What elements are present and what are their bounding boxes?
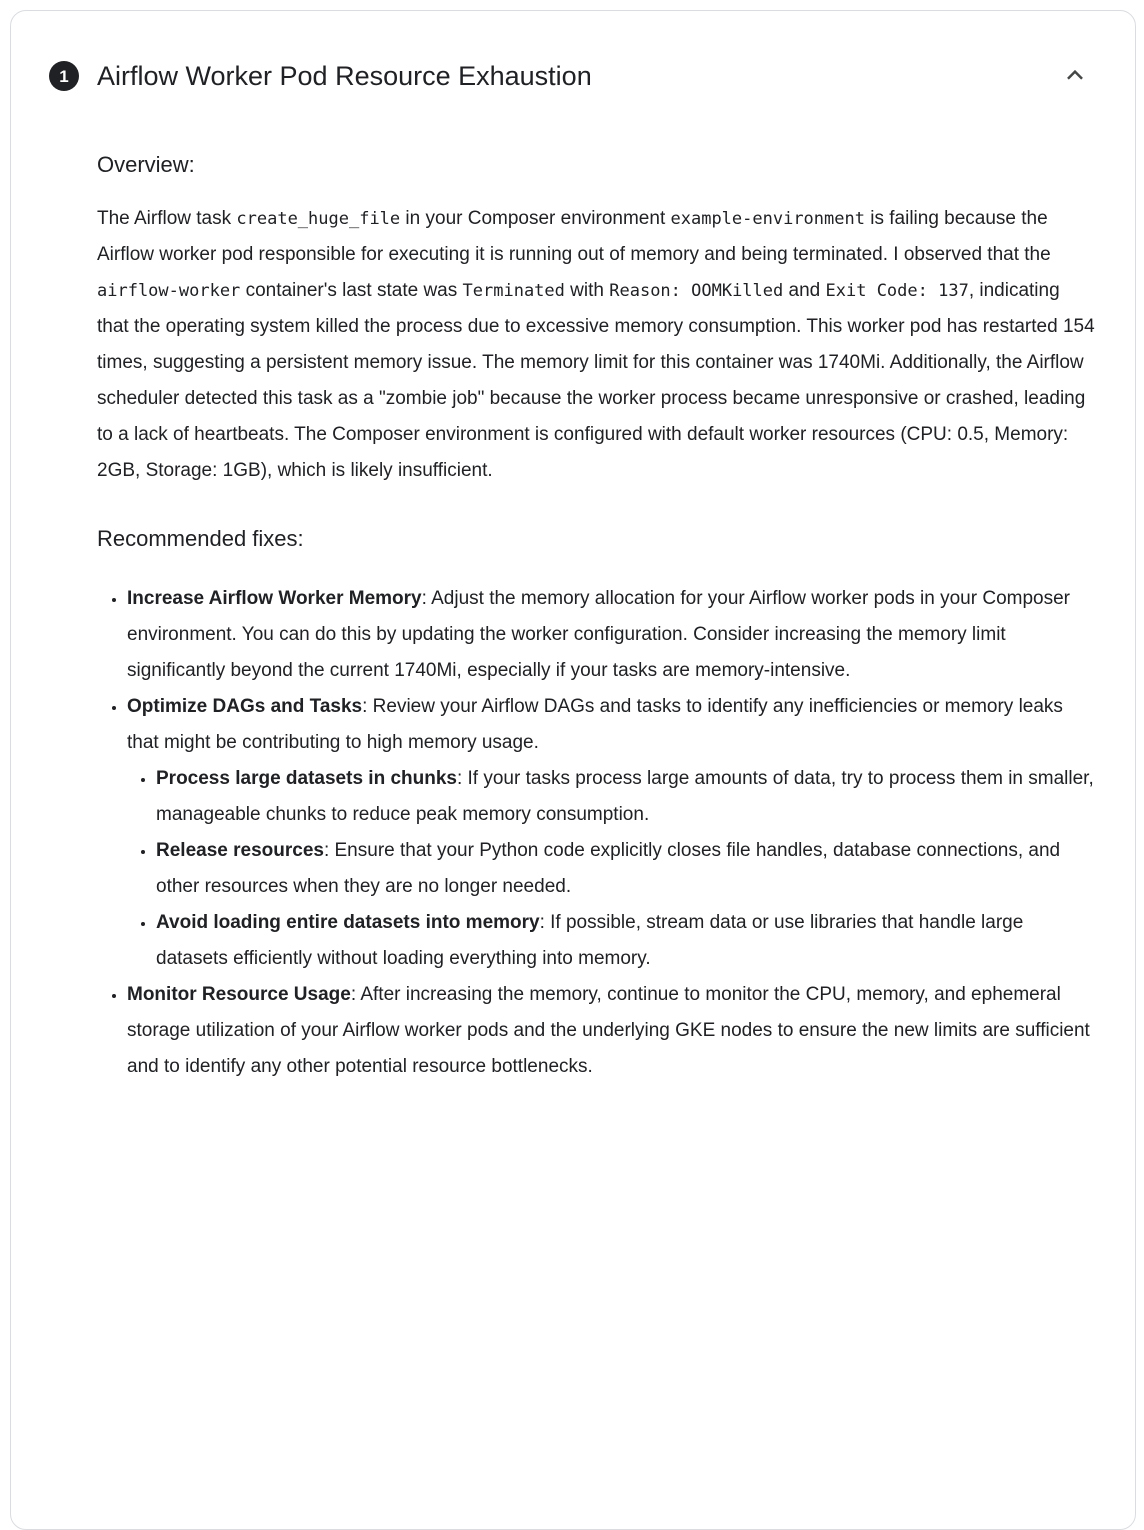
fix-item <box>127 689 1095 977</box>
issue-number-badge: 1 <box>49 61 79 91</box>
fix-item-label: Increase Airflow Worker Memory <box>127 588 422 609</box>
inline-code: Reason: OOMKilled <box>609 281 784 301</box>
overview-heading: Overview: <box>97 152 195 177</box>
fix-item-text: : If your tasks process large amounts of data, try to process them in smaller, manageable chunks to reduce peak memory consumption. <box>156 768 1094 825</box>
chevron-up-icon <box>1062 63 1088 89</box>
fix-item <box>127 581 1095 689</box>
fix-item-label: Avoid loading entire datasets into memory <box>156 912 540 933</box>
fix-item-label: Release resources <box>156 840 324 861</box>
fixes-list <box>97 581 1095 1085</box>
fix-item-text: : After increasing the memory, continue to monitor the CPU, memory, and ephemeral storage utilization of your Airflow worker pods and the underlying GKE nodes to ensure the new limits are sufficient and to identify any other potential resource bottlenecks. <box>127 984 1090 1077</box>
inline-code: airflow-worker <box>97 281 241 301</box>
fix-item-text: : Ensure that your Python code explicitly closes file handles, database connections, and other resources when they are no longer needed. <box>156 840 1061 897</box>
issue-card <box>10 10 1136 1530</box>
fix-subitem <box>156 833 1095 905</box>
fix-item-text: : Adjust the memory allocation for your Airflow worker pods in your Composer environment. You can do this by updating the worker configuration. Consider increasing the memory limit significantly beyond the current 1740Mi, especially if your tasks are memory-intensive. <box>127 588 1070 681</box>
inline-code: example-environment <box>670 209 865 229</box>
fix-subitem <box>156 905 1095 977</box>
fixes-heading: Recommended fixes: <box>97 526 304 551</box>
fix-item <box>127 977 1095 1085</box>
fix-item-text: : If possible, stream data or use libraries that handle large datasets efficiently without loading everything into memory. <box>156 912 1024 969</box>
inline-code: Exit Code: 137 <box>825 281 969 301</box>
fix-item-label: Process large datasets in chunks <box>156 768 457 789</box>
fix-subitems-list <box>127 761 1095 977</box>
fix-item-label: Monitor Resource Usage <box>127 984 351 1005</box>
issue-title: Airflow Worker Pod Resource Exhaustion <box>97 61 592 91</box>
collapse-button[interactable] <box>1061 62 1089 90</box>
overview-paragraph: The Airflow task create_huge_file in your Composer environment example-environment is failing because the Airflow worker pod responsible for executing it is running out of memory and being terminated. I observed that the airflow-worker container's last state was Terminated with Reason: OOMKilled and Exit Code: 137, indicating that the operating system killed the process due to excessive memory consumption. This worker pod has restarted 154 times, suggesting a persistent memory issue. The memory limit for this container was 1740Mi. Additionally, the Airflow scheduler detected this task as a "zombie job" because the worker process became unresponsive or crashed, leading to a lack of heartbeats. The Composer environment is configured with default worker resources (CPU: 0.5, Memory: 2GB, Storage: 1GB), which is likely insufficient. <box>97 208 1095 481</box>
issue-card-header <box>11 11 1135 93</box>
fix-subitem <box>156 761 1095 833</box>
inline-code: Terminated <box>462 281 565 301</box>
fix-item-label: Optimize DAGs and Tasks <box>127 696 363 717</box>
issue-content <box>11 151 1135 1085</box>
fix-item-text: : Review your Airflow DAGs and tasks to identify any inefficiencies or memory leaks that might be contributing to high memory usage. <box>127 696 1063 753</box>
inline-code: create_huge_file <box>236 209 401 229</box>
